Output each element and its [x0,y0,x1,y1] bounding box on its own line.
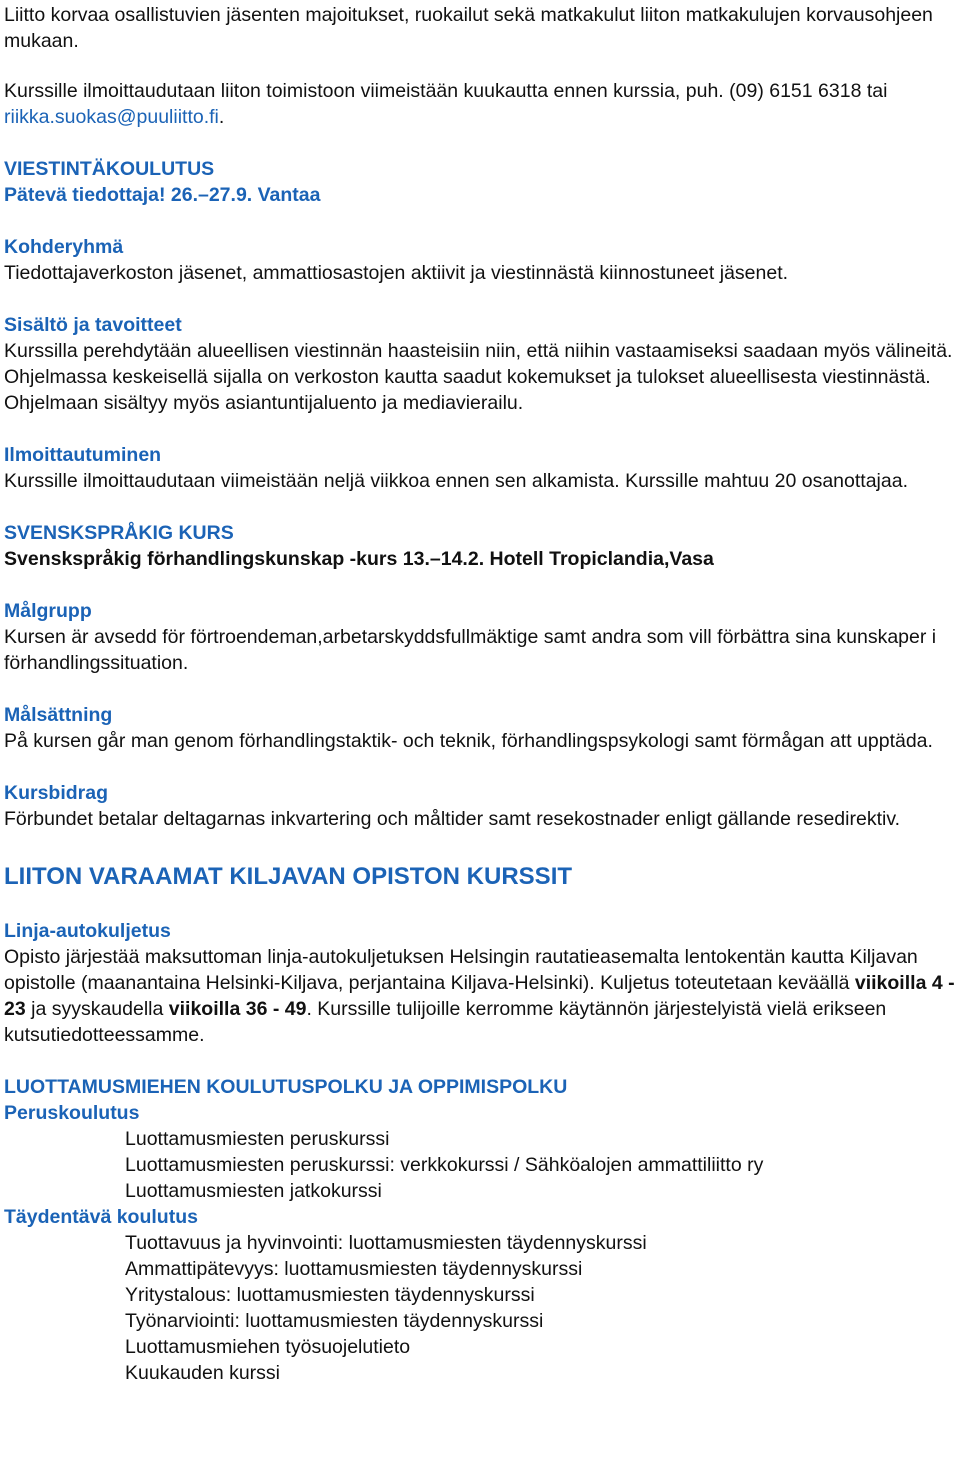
email-link[interactable]: riikka.suokas@puuliitto.fi [4,106,219,128]
spring-weeks: viikoilla 4 - 23 [4,972,955,1020]
registration-end: . [218,106,225,128]
basic-course-item: Luottamusmiesten peruskurssi: verkkokurssi / Sähköalojen ammattiliitto ry [125,1154,764,1176]
supplementary-training-heading: Täydentävä koulutus [4,1206,198,1228]
autumn-weeks: viikoilla 36 - 49 [168,998,307,1020]
bus-transport-heading: Linja-autokuljetus [4,920,171,942]
viestinta-course-title: Pätevä tiedottaja! 26.–27.9. Vantaa [4,184,321,206]
basic-course-item: Luottamusmiesten jatkokurssi [125,1180,382,1202]
target-group-heading: Kohderyhmä [4,236,124,258]
supplementary-course-item: Ammattipätevyys: luottamusmiesten täydennyskurssi [125,1258,583,1280]
content-goals-heading: Sisältö ja tavoitteet [4,314,182,336]
swedish-course-title: Svenskspråkig förhandlingskunskap -kurs 13.–14.2. Hotell Tropiclandia,Vasa [4,548,714,570]
document-page [4,0,956,1386]
learning-path-heading: LUOTTAMUSMIEHEN KOULUTUSPOLKU JA OPPIMISPOLKU [4,1076,568,1098]
content-goals-text: Kurssilla perehdytään alueellisen viestinnän haasteisiin niin, että niihin vastaamiseksi saadaan myös välineitä. Ohjelmassa keskeisellä sijalla on verkoston kautta saadut kokemukset ja tulokset alueellisesta viestinnästä. Ohjelmaan sisältyy myös asiantuntijaluento ja mediavierailu. [4,340,953,414]
bus-text-1: Opisto järjestää maksuttoman linja-autokuljetuksen Helsingin rautatieasemalta lentokentän kautta Kiljavan opistolle (maanantaina Helsinki-Kiljava, perjantaina Kiljava-Helsinki). Kuljetus toteutetaan keväällä [4,946,918,994]
supplementary-course-item: Luottamusmiehen työsuojelutieto [125,1336,411,1358]
kursbidrag-heading: Kursbidrag [4,782,109,804]
intro-paragraph: Liitto korvaa osallistuvien jäsenten majoitukset, ruokailut sekä matkakulut liiton matkakulujen korvausohjeen mukaan. [4,4,933,52]
registration-text: Kurssille ilmoittaudutaan liiton toimistoon viimeistään kuukautta ennen kurssia, puh. (09) 6151 6318 tai [4,80,888,102]
viestinta-heading: VIESTINTÄKOULUTUS [4,158,215,180]
supplementary-course-item: Kuukauden kurssi [125,1362,281,1384]
kursbidrag-text: Förbundet betalar deltagarnas inkvartering och måltider samt resekostnader enligt gällande resedirektiv. [4,808,901,830]
target-group-text: Tiedottajaverkoston jäsenet, ammattiosastojen aktiivit ja viestinnästä kiinnostuneet jäsenet. [4,262,789,284]
malgrupp-text: Kursen är avsedd för förtroendeman,arbetarskyddsfullmäktige samt andra som vill förbättra sina kunskaper i förhandlingssituation. [4,626,937,674]
supplementary-course-item: Työnarviointi: luottamusmiesten täydennyskurssi [125,1310,544,1332]
signup-text: Kurssille ilmoittaudutaan viimeistään neljä viikkoa ennen sen alkamista. Kurssille mahtuu 20 osanottajaa. [4,470,908,492]
supplementary-course-item: Tuottavuus ja hyvinvointi: luottamusmiesten täydennyskurssi [125,1232,647,1254]
swedish-course-heading: SVENSKSPRÅKIG KURS [4,522,234,544]
bus-text-3: . Kurssille tulijoille kerromme käytännön järjestelyistä vielä erikseen kutsutiedotteessamme. [4,998,887,1046]
registration-paragraph [4,78,956,130]
signup-heading: Ilmoittautuminen [4,444,162,466]
basic-course-item: Luottamusmiesten peruskurssi [125,1128,390,1150]
bus-transport-text [4,944,956,1048]
bus-text-2: ja syyskaudella [25,998,169,1020]
kiljava-section-heading: LIITON VARAAMAT KILJAVAN OPISTON KURSSIT [4,863,573,890]
malsattning-text: På kursen går man genom förhandlingstaktik- och teknik, förhandlingspsykologi samt förmågan att upptäda. [4,730,933,752]
supplementary-course-item: Yritystalous: luottamusmiesten täydennyskurssi [125,1284,535,1306]
malsattning-heading: Målsättning [4,704,113,726]
malgrupp-heading: Målgrupp [4,600,92,622]
basic-training-heading: Peruskoulutus [4,1102,140,1124]
